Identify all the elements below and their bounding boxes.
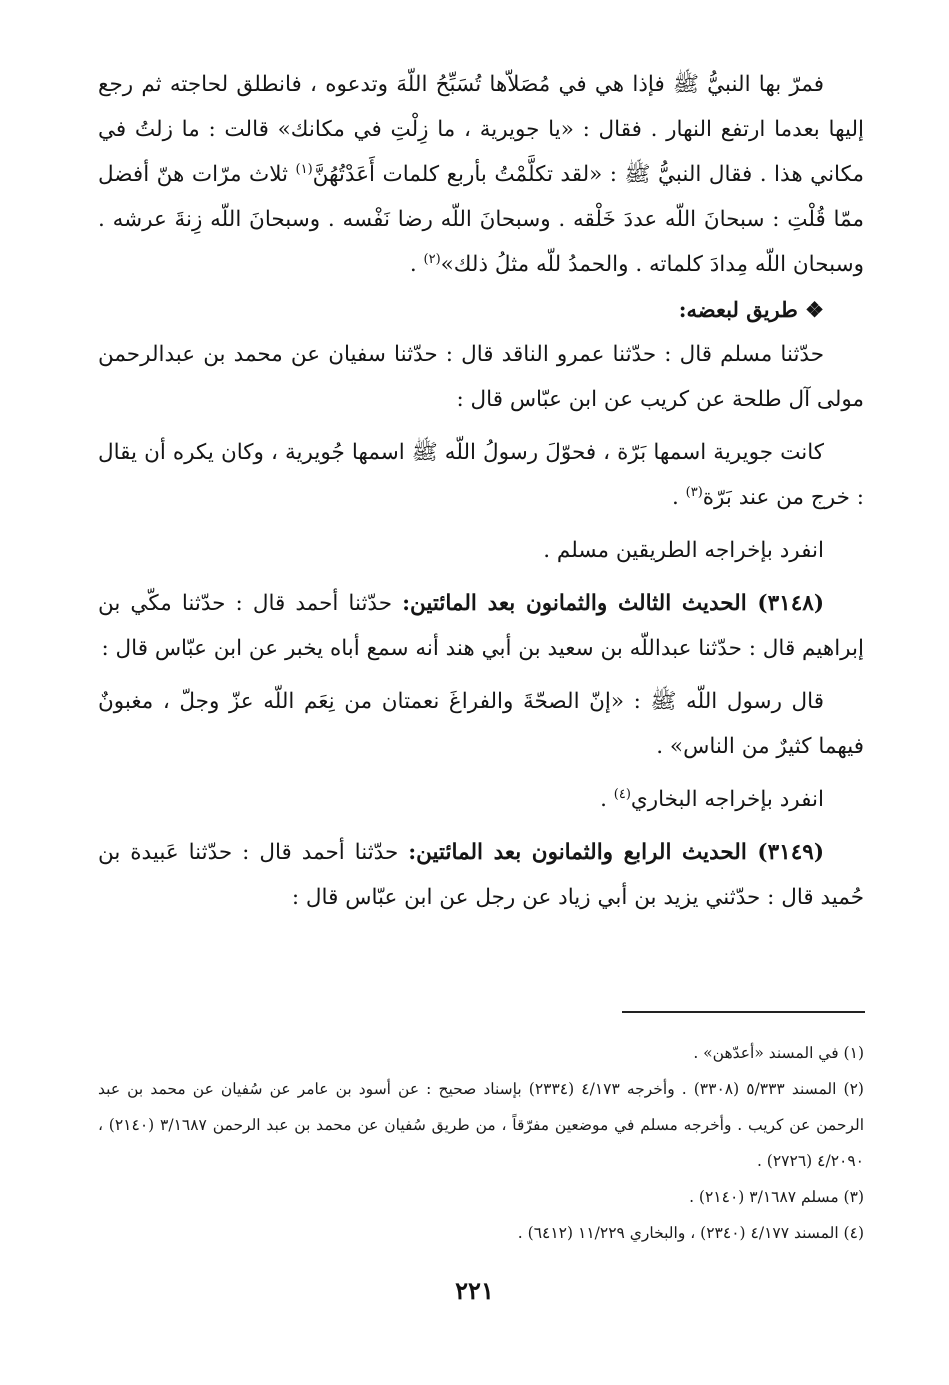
main-text — [98, 62, 864, 920]
paragraph-1-text: فمرّ بها النبيُّ ﷺ فإذا هي في مُصَلاّها تُسَبِّحُ اللّهَ وتدعوه ، فانطلق لحاجته ثم رجع إليها بعدما ارتفع النهار . فقال : «يا جويرية ، ما زِلْتِ في مكانك» قالت : ما زلتُ في مكاني هذا . فقال النبيُّ ﷺ : «لقد تكلَّمْتُ بأربع كلمات أَعَدْتُهُنَّ — [98, 72, 864, 187]
hadith-3149 — [98, 830, 864, 920]
paragraph-6-end: . — [600, 787, 614, 812]
footnote-2: (٢) المسند ٥/٣٣٣ (٣٣٠٨) . وأخرجه ٤/١٧٣ (٢٣٣٤) بإسناد صحيح : عن أسود بن عامر عن سُفيان عن محمد بن عبد الرحمن عن كريب . وأخرجه مسلم في موضعين مفرّقاً ، من طريق سُفيان عن محمد بن عبد الرحمن ٣/١٦٨٧ (٢١٤٠) ، ٤/٢٠٩٠ (٢٧٢٦) . — [98, 1080, 865, 1170]
hadith-3149-text: حدّثنا أحمد قال : حدّثنا عَبيدة بن حُميد قال : حدّثني يزيد بن أبي زياد عن رجل عن ابن عبّاس قال : — [98, 840, 864, 910]
footnote-1: (١) في المسند «أعدّهن» . — [693, 1044, 864, 1062]
paragraph-2: حدّثنا مسلم قال : حدّثنا عمرو الناقد قال : حدّثنا سفيان عن محمد بن عبدالرحمن مولى آل طلحة عن كريب عن ابن عبّاس قال : — [98, 342, 864, 412]
paragraph-3-end: . — [671, 485, 686, 510]
paragraph-3-text: كانت جويرية اسمها بَرّة ، فحوّلَ رسولُ اللّه ﷺ اسمها جُويرية ، وكان يكره أن يقال : خرج من عند بَرّة — [98, 440, 864, 510]
paragraph-1-end: . — [409, 252, 424, 277]
footnote-ref-4: (٤) — [613, 786, 631, 802]
hadith-3148-text: حدّثنا أحمد قال : حدّثنا مكّي بن إبراهيم قال : حدّثنا عبداللّه بن سعيد بن أبي هند أنه سمع أباه يخبر عن ابن عبّاس قال : — [98, 591, 864, 661]
paragraph-1 — [98, 62, 864, 287]
footnotes — [98, 1035, 864, 1251]
footnote-4: (٤) المسند ٤/١٧٧ (٢٣٤٠) ، والبخاري ١١/٢٢٩ (٦٤١٢) . — [517, 1224, 864, 1242]
paragraph-3 — [98, 430, 864, 520]
hadith-3148 — [98, 581, 864, 671]
footnote-ref-1: (١) — [295, 161, 313, 177]
hadith-3149-title: (٣١٤٩) الحديث الرابع والثمانون بعد المائتين: — [408, 840, 824, 865]
paragraph-6-text: انفرد بإخراجه البخاري — [630, 787, 824, 812]
footnote-ref-3: (٣) — [685, 484, 703, 500]
hadith-3148-title: (٣١٤٨) الحديث الثالث والثمانون بعد المائتين: — [402, 591, 824, 616]
footnote-separator — [622, 1011, 865, 1013]
section-heading-path: ❖ طريق لبعضه: — [678, 297, 824, 322]
paragraph-5: قال رسول اللّه ﷺ : «إنّ الصحّةَ والفراغَ نعمتان من نِعَم اللّه عزّ وجلّ ، مغبونٌ فيهما كثيرٌ من الناس» . — [98, 689, 864, 759]
footnote-3: (٣) مسلم ٣/١٦٨٧ (٢١٤٠) . — [689, 1188, 864, 1206]
page-number: ٢٢١ — [455, 1276, 494, 1305]
paragraph-6 — [98, 777, 864, 822]
paragraph-1-rest: ثلاث مرّات هنّ أفضل ممّا قُلْتِ : سبحانَ اللّه عددَ خَلْقه . وسبحانَ اللّه رضا نَفْسه . وسبحانَ اللّه زِنةَ عرشه . وسبحان اللّه مِدادَ كلماته . والحمدُ للّه مثلُ ذلك» — [98, 162, 864, 277]
paragraph-4: انفرد بإخراجه الطريقين مسلم . — [543, 538, 824, 563]
footnote-ref-2: (٢) — [423, 251, 441, 267]
